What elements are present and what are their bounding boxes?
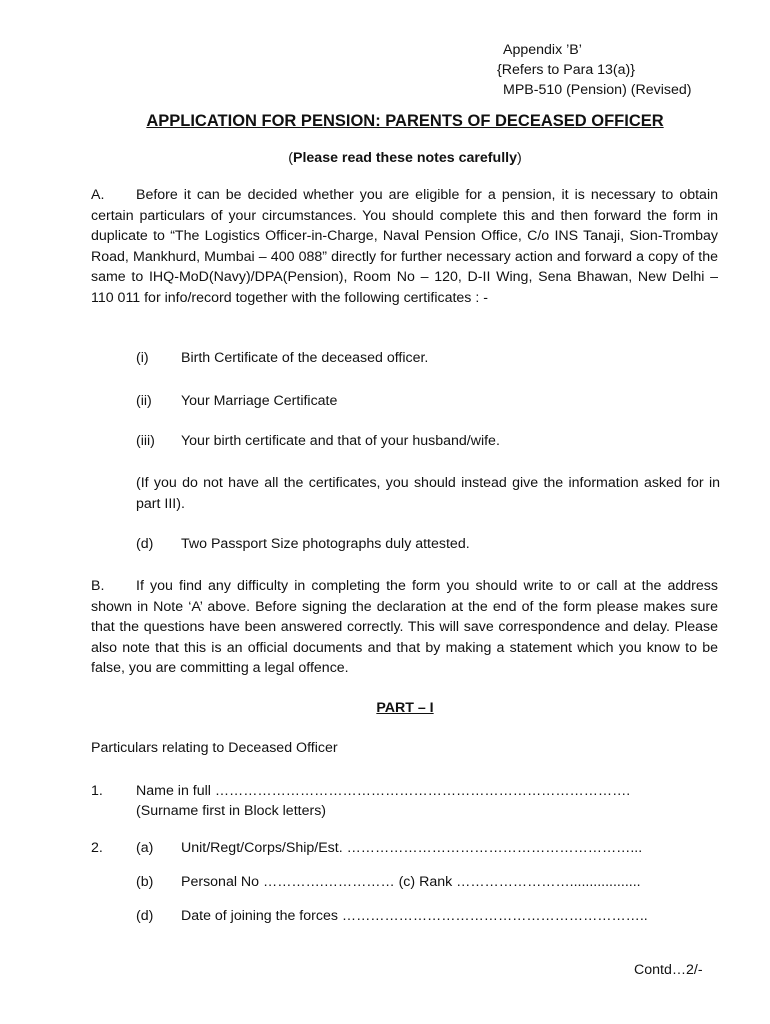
unit-field[interactable]: Unit/Regt/Corps/Ship/Est. ……………………………………………………... xyxy=(181,840,643,856)
page-title: APPLICATION FOR PENSION: PARENTS OF DECEASED OFFICER xyxy=(146,112,664,130)
date-of-joining-field[interactable]: Date of joining the forces ……………………………………………………….. xyxy=(181,908,648,924)
note-a-text: Before it can be decided whether you are eligible for a pension, it is necessary to obtain certain particulars of your circumstances. You should complete this and then forward the form in duplicate to “The Logistics Officer-in-Charge, Naval Pension Office, C/o INS Tanaji, Sion-Trombay Road, Mankhurd, Mumbai – 400 088” directly for further necessary action and forward a copy of the same to IHQ-MoD(Navy)/DPA(Pension), Room No – 120, D-II Wing, Sena Bhawan, New Delhi – 110 011 for info/record together with the following certificates : - xyxy=(91,187,718,306)
item-d-text: Two Passport Size photographs duly attested. xyxy=(181,536,470,552)
notes-heading xyxy=(0,150,770,166)
certificate-item-text: Your birth certificate and that of your husband/wife. xyxy=(181,433,500,449)
certificate-item-num: (i) xyxy=(136,350,149,366)
appendix-label: Appendix ’B’ xyxy=(503,42,582,58)
note-a-label: A. xyxy=(91,187,105,203)
field-number: 2. xyxy=(91,840,103,856)
continuation-note: Contd…2/- xyxy=(634,962,703,978)
part-heading: PART – I xyxy=(376,700,434,716)
note-b-label: B. xyxy=(91,578,105,594)
certificate-item-text: Your Marriage Certificate xyxy=(181,393,338,409)
name-in-full-field[interactable]: Name in full ……………………………………………………………………………. xyxy=(136,783,631,799)
note-b-text: If you find any difficulty in completing the form you should write to or call at the address shown in Note ‘A’ above. Before signing the declaration at the end of the form please makes sure that the questions have been answered correctly. This will save correspondence and delay. Please also note that this is an official documents and that by making a statement which you know to be false, you are committing a legal offence. xyxy=(91,578,718,677)
field-number: 1. xyxy=(91,783,103,799)
notes-heading-close: ) xyxy=(516,150,522,166)
field-subnum: (d) xyxy=(136,908,154,924)
section-heading: Particulars relating to Deceased Officer xyxy=(91,740,338,756)
notes-heading-open: ( xyxy=(288,150,294,166)
item-d-num: (d) xyxy=(136,536,154,552)
form-number: MPB-510 (Pension) (Revised) xyxy=(503,82,692,98)
certificate-item-num: (iii) xyxy=(136,433,155,449)
certificate-item-text: Birth Certificate of the deceased officer. xyxy=(181,350,429,366)
note-a xyxy=(91,185,718,309)
certificates-note: (If you do not have all the certificates, you should instead give the information asked for in part III). xyxy=(136,475,720,512)
field-subnum: (a) xyxy=(136,840,154,856)
personal-no-rank-field[interactable]: Personal No ………….…………… (c) Rank …………………….................. xyxy=(181,874,641,890)
field-subnum: (b) xyxy=(136,874,154,890)
note-b xyxy=(91,576,718,679)
reference-label: {Refers to Para 13(a)} xyxy=(497,62,636,78)
notes-heading-text: Please read these notes carefully xyxy=(293,150,517,166)
name-field-hint: (Surname first in Block letters) xyxy=(136,803,327,819)
certificate-item-num: (ii) xyxy=(136,393,152,409)
